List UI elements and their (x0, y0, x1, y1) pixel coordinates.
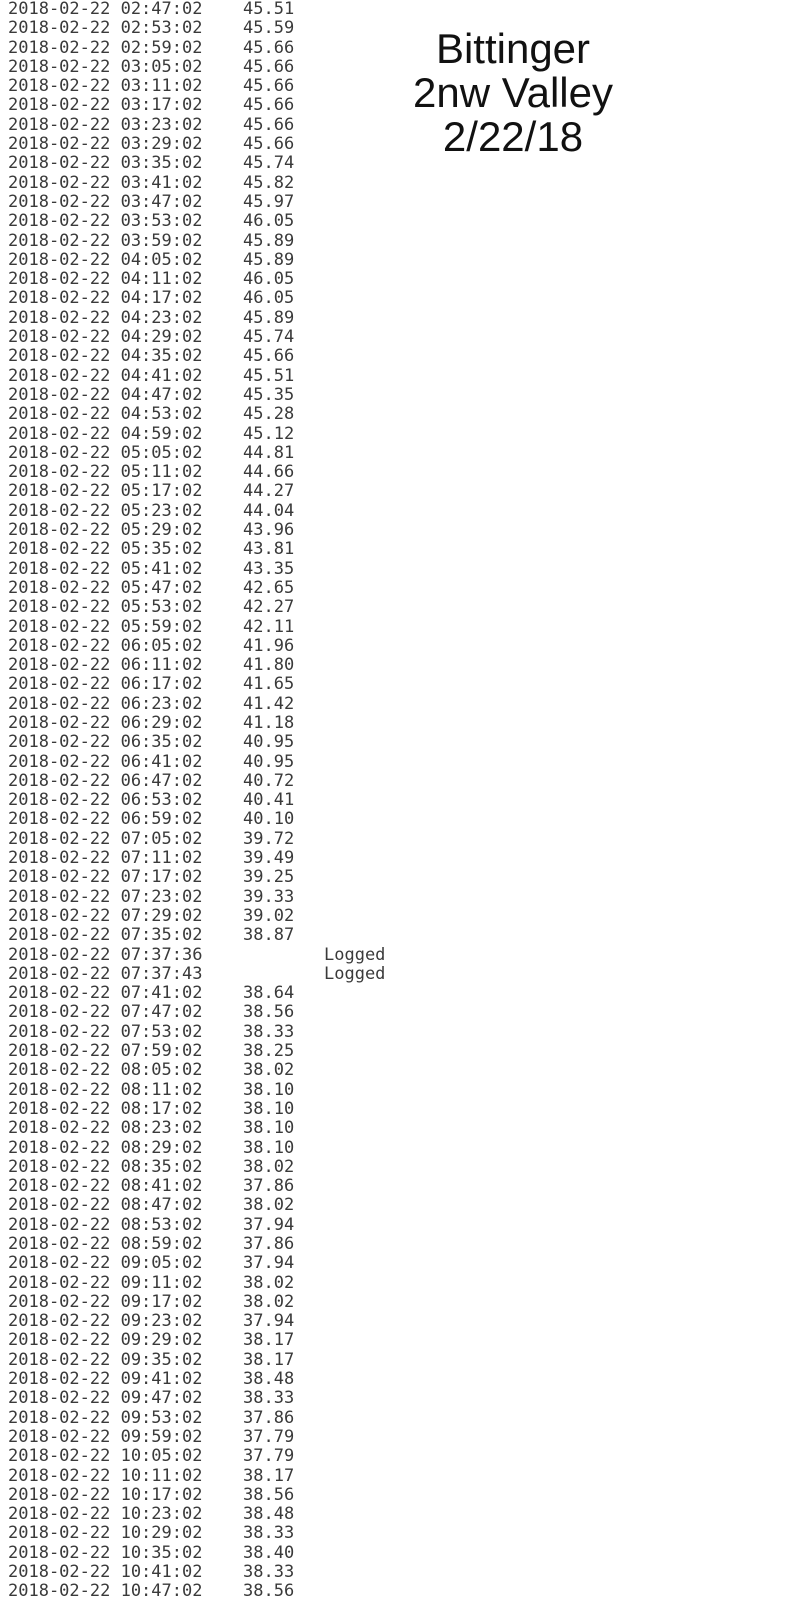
log-row (0, 386, 811, 405)
log-timestamp: 2018-02-22 07:59:02 (8, 1041, 203, 1062)
log-value: 45.66 (243, 114, 295, 135)
title-date: 2/22/18 (442, 113, 584, 160)
log-value: 43.81 (243, 539, 295, 560)
log-row (0, 405, 811, 424)
log-timestamp: 2018-02-22 05:05:02 (8, 442, 203, 463)
log-row (0, 1467, 811, 1486)
log-value: 41.42 (243, 693, 295, 714)
log-row (0, 174, 811, 193)
log-timestamp: 2018-02-22 04:29:02 (8, 327, 203, 348)
log-value: 38.10 (243, 1098, 295, 1119)
log-timestamp: 2018-02-22 10:35:02 (8, 1542, 203, 1563)
log-row (0, 926, 811, 945)
log-value: 45.66 (243, 134, 295, 155)
log-timestamp: 2018-02-22 05:17:02 (8, 481, 203, 502)
log-row (0, 347, 811, 366)
log-row (0, 1524, 811, 1543)
log-value: 44.27 (243, 481, 295, 502)
log-timestamp: 2018-02-22 06:23:02 (8, 693, 203, 714)
log-row (0, 521, 811, 540)
log-timestamp: 2018-02-22 07:37:43 (8, 963, 203, 984)
log-value: 45.74 (243, 153, 295, 174)
log-value: 45.66 (243, 56, 295, 77)
log-row (0, 637, 811, 656)
log-row (0, 540, 811, 559)
log-value: 38.10 (243, 1079, 295, 1100)
log-row (0, 1370, 811, 1389)
log-timestamp: 2018-02-22 08:29:02 (8, 1137, 203, 1158)
log-row (0, 656, 811, 675)
log-timestamp: 2018-02-22 06:59:02 (8, 809, 203, 830)
log-value: 40.95 (243, 751, 295, 772)
log-row (0, 1023, 811, 1042)
log-timestamp: 2018-02-22 07:37:36 (8, 944, 203, 965)
log-timestamp: 2018-02-22 05:41:02 (8, 558, 203, 579)
log-timestamp: 2018-02-22 10:05:02 (8, 1446, 203, 1467)
log-row (0, 791, 811, 810)
log-timestamp: 2018-02-22 03:47:02 (8, 191, 203, 212)
log-value: 40.10 (243, 809, 295, 830)
log-value: 45.89 (243, 249, 295, 270)
log-row (0, 1486, 811, 1505)
log-value: 38.10 (243, 1118, 295, 1139)
log-value: 45.97 (243, 191, 295, 212)
log-timestamp: 2018-02-22 06:29:02 (8, 712, 203, 733)
log-row (0, 502, 811, 521)
log-row (0, 868, 811, 887)
log-row (0, 579, 811, 598)
log-row (0, 1563, 811, 1582)
log-row (0, 444, 811, 463)
log-value: 45.89 (243, 307, 295, 328)
log-timestamp: 2018-02-22 04:59:02 (8, 423, 203, 444)
log-row (0, 1582, 811, 1600)
log-timestamp: 2018-02-22 02:59:02 (8, 37, 203, 58)
page-title (368, 27, 658, 159)
log-value: 42.11 (243, 616, 295, 637)
log-timestamp: 2018-02-22 06:17:02 (8, 674, 203, 695)
log-timestamp: 2018-02-22 04:05:02 (8, 249, 203, 270)
log-timestamp: 2018-02-22 07:23:02 (8, 886, 203, 907)
log-row (0, 695, 811, 714)
log-timestamp: 2018-02-22 08:23:02 (8, 1118, 203, 1139)
log-row (0, 1293, 811, 1312)
log-value: 43.96 (243, 520, 295, 541)
log-value: 39.25 (243, 867, 295, 888)
log-timestamp: 2018-02-22 06:05:02 (8, 635, 203, 656)
log-row (0, 328, 811, 347)
log-row (0, 560, 811, 579)
log-value: 46.05 (243, 288, 295, 309)
log-row (0, 714, 811, 733)
log-value: 38.02 (243, 1060, 295, 1081)
log-value: 40.72 (243, 770, 295, 791)
log-value: 46.05 (243, 211, 295, 232)
log-timestamp: 2018-02-22 02:53:02 (8, 18, 203, 39)
log-timestamp: 2018-02-22 08:53:02 (8, 1214, 203, 1235)
log-value: 38.33 (243, 1523, 295, 1544)
log-value: 38.48 (243, 1369, 295, 1390)
log-value: 45.74 (243, 327, 295, 348)
log-value: 41.80 (243, 655, 295, 676)
log-row (0, 810, 811, 829)
log-timestamp: 2018-02-22 08:41:02 (8, 1176, 203, 1197)
log-value: 45.28 (243, 404, 295, 425)
log-row (0, 1409, 811, 1428)
log-timestamp: 2018-02-22 04:41:02 (8, 365, 203, 386)
log-timestamp: 2018-02-22 05:29:02 (8, 520, 203, 541)
log-row (0, 1447, 811, 1466)
log-value: 38.64 (243, 983, 295, 1004)
log-value: 40.95 (243, 732, 295, 753)
log-timestamp: 2018-02-22 07:05:02 (8, 828, 203, 849)
log-value: 41.65 (243, 674, 295, 695)
log-value: 38.48 (243, 1504, 295, 1525)
log-timestamp: 2018-02-22 08:11:02 (8, 1079, 203, 1100)
log-timestamp: 2018-02-22 05:11:02 (8, 462, 203, 483)
log-row (0, 1331, 811, 1350)
log-row (0, 1235, 811, 1254)
log-value: 37.79 (243, 1446, 295, 1467)
log-value: 38.56 (243, 1484, 295, 1505)
log-timestamp: 2018-02-22 06:53:02 (8, 790, 203, 811)
log-timestamp: 2018-02-22 03:41:02 (8, 172, 203, 193)
log-value: 46.05 (243, 269, 295, 290)
log-timestamp: 2018-02-22 07:29:02 (8, 905, 203, 926)
log-row (0, 1312, 811, 1331)
log-value: 37.86 (243, 1234, 295, 1254)
log-row (0, 425, 811, 444)
log-value: 41.96 (243, 635, 295, 656)
log-value: 43.35 (243, 558, 295, 579)
log-value: 45.89 (243, 230, 295, 251)
log-value: 38.17 (243, 1330, 295, 1351)
log-value: 45.66 (243, 76, 295, 97)
log-row (0, 1254, 811, 1273)
log-value: 38.40 (243, 1542, 295, 1563)
log-value: 38.33 (243, 1562, 295, 1583)
log-value: 44.04 (243, 500, 295, 521)
log-timestamp: 2018-02-22 09:11:02 (8, 1272, 203, 1293)
log-value: 40.41 (243, 790, 295, 811)
log-timestamp: 2018-02-22 09:41:02 (8, 1369, 203, 1390)
log-value: 37.94 (243, 1253, 295, 1274)
log-value: 45.59 (243, 18, 295, 39)
log-timestamp: 2018-02-22 03:11:02 (8, 76, 203, 97)
log-row (0, 1389, 811, 1408)
log-value: 39.02 (243, 905, 295, 926)
log-value: 38.33 (243, 1021, 295, 1042)
log-timestamp: 2018-02-22 03:05:02 (8, 56, 203, 77)
log-timestamp: 2018-02-22 04:23:02 (8, 307, 203, 328)
log-value: 38.10 (243, 1137, 295, 1158)
log-timestamp: 2018-02-22 09:47:02 (8, 1388, 203, 1409)
log-value: 38.17 (243, 1349, 295, 1370)
log-timestamp: 2018-02-22 03:29:02 (8, 134, 203, 155)
log-value: 45.82 (243, 172, 295, 193)
log-row (0, 1061, 811, 1080)
log-row (0, 193, 811, 212)
log-row (0, 0, 811, 19)
log-value: 37.86 (243, 1407, 295, 1428)
log-row (0, 772, 811, 791)
log-value: 38.87 (243, 925, 295, 946)
log-value: 37.79 (243, 1426, 295, 1447)
log-row (0, 1003, 811, 1022)
log-value: 42.65 (243, 577, 295, 598)
log-value: 38.56 (243, 1002, 295, 1023)
log-timestamp: 2018-02-22 06:11:02 (8, 655, 203, 676)
log-value: 45.66 (243, 95, 295, 116)
log-timestamp: 2018-02-22 04:11:02 (8, 269, 203, 290)
log-value: 38.02 (243, 1272, 295, 1293)
log-row (0, 618, 811, 637)
log-timestamp: 2018-02-22 10:41:02 (8, 1562, 203, 1583)
log-value: 45.51 (243, 0, 295, 19)
log-timestamp: 2018-02-22 07:53:02 (8, 1021, 203, 1042)
log-value: 38.02 (243, 1156, 295, 1177)
log-row (0, 849, 811, 868)
log-timestamp: 2018-02-22 07:41:02 (8, 983, 203, 1004)
log-timestamp: 2018-02-22 04:35:02 (8, 346, 203, 367)
log-value: 45.12 (243, 423, 295, 444)
log-timestamp: 2018-02-22 09:53:02 (8, 1407, 203, 1428)
log-row (0, 946, 811, 965)
log-timestamp: 2018-02-22 03:59:02 (8, 230, 203, 251)
log-value: 45.35 (243, 384, 295, 405)
log-timestamp: 2018-02-22 09:59:02 (8, 1426, 203, 1447)
log-row (0, 1274, 811, 1293)
title-location: 2nw Valley (413, 69, 613, 116)
log-value: 38.56 (243, 1581, 295, 1600)
log-row (0, 251, 811, 270)
log-note: Logged (324, 944, 386, 965)
log-value: 44.81 (243, 442, 295, 463)
log-timestamp: 2018-02-22 03:53:02 (8, 211, 203, 232)
log-row (0, 1428, 811, 1447)
log-timestamp: 2018-02-22 09:05:02 (8, 1253, 203, 1274)
log-value: 37.86 (243, 1176, 295, 1197)
log-row (0, 1196, 811, 1215)
log-row (0, 289, 811, 308)
log-row (0, 888, 811, 907)
log-timestamp: 2018-02-22 08:35:02 (8, 1156, 203, 1177)
log-row (0, 367, 811, 386)
log-timestamp: 2018-02-22 09:35:02 (8, 1349, 203, 1370)
log-timestamp: 2018-02-22 10:29:02 (8, 1523, 203, 1544)
log-row (0, 1042, 811, 1061)
log-row (0, 675, 811, 694)
log-timestamp: 2018-02-22 04:53:02 (8, 404, 203, 425)
log-row (0, 482, 811, 501)
log-timestamp: 2018-02-22 08:59:02 (8, 1234, 203, 1254)
log-timestamp: 2018-02-22 03:35:02 (8, 153, 203, 174)
log-row (0, 598, 811, 617)
log-row (0, 907, 811, 926)
log-timestamp: 2018-02-22 10:17:02 (8, 1484, 203, 1505)
log-row (0, 830, 811, 849)
log-row (0, 965, 811, 984)
log-row (0, 1177, 811, 1196)
log-value: 37.94 (243, 1214, 295, 1235)
log-row (0, 1351, 811, 1370)
log-timestamp: 2018-02-22 08:17:02 (8, 1098, 203, 1119)
log-value: 39.33 (243, 886, 295, 907)
log-timestamp: 2018-02-22 07:11:02 (8, 848, 203, 869)
log-row (0, 1100, 811, 1119)
log-value: 38.02 (243, 1291, 295, 1312)
log-value: 38.25 (243, 1041, 295, 1062)
log-timestamp: 2018-02-22 08:05:02 (8, 1060, 203, 1081)
log-row (0, 270, 811, 289)
log-timestamp: 2018-02-22 05:53:02 (8, 597, 203, 618)
log-timestamp: 2018-02-22 07:35:02 (8, 925, 203, 946)
log-row (0, 232, 811, 251)
log-value: 42.27 (243, 597, 295, 618)
log-value: 38.02 (243, 1195, 295, 1216)
log-timestamp: 2018-02-22 02:47:02 (8, 0, 203, 19)
log-row (0, 1139, 811, 1158)
title-site-name: Bittinger (435, 25, 591, 72)
log-timestamp: 2018-02-22 03:17:02 (8, 95, 203, 116)
log-row (0, 212, 811, 231)
log-note: Logged (324, 963, 386, 984)
log-timestamp: 2018-02-22 08:47:02 (8, 1195, 203, 1216)
log-row (0, 1544, 811, 1563)
log-value: 44.66 (243, 462, 295, 483)
log-timestamp: 2018-02-22 05:23:02 (8, 500, 203, 521)
log-value: 39.72 (243, 828, 295, 849)
log-row (0, 733, 811, 752)
log-timestamp: 2018-02-22 03:23:02 (8, 114, 203, 135)
log-row (0, 1158, 811, 1177)
log-timestamp: 2018-02-22 04:17:02 (8, 288, 203, 309)
log-value: 37.94 (243, 1311, 295, 1332)
log-timestamp: 2018-02-22 10:11:02 (8, 1465, 203, 1486)
log-timestamp: 2018-02-22 09:29:02 (8, 1330, 203, 1351)
log-timestamp: 2018-02-22 09:17:02 (8, 1291, 203, 1312)
log-value: 45.66 (243, 37, 295, 58)
log-row (0, 1505, 811, 1524)
log-row (0, 1119, 811, 1138)
log-value: 38.33 (243, 1388, 295, 1409)
log-row (0, 984, 811, 1003)
log-timestamp: 2018-02-22 04:47:02 (8, 384, 203, 405)
log-timestamp: 2018-02-22 10:23:02 (8, 1504, 203, 1525)
log-timestamp: 2018-02-22 06:41:02 (8, 751, 203, 772)
log-row (0, 753, 811, 772)
log-timestamp: 2018-02-22 10:47:02 (8, 1581, 203, 1600)
log-timestamp: 2018-02-22 06:35:02 (8, 732, 203, 753)
log-timestamp: 2018-02-22 07:47:02 (8, 1002, 203, 1023)
log-timestamp: 2018-02-22 09:23:02 (8, 1311, 203, 1332)
log-value: 38.17 (243, 1465, 295, 1486)
log-row (0, 463, 811, 482)
log-row (0, 1081, 811, 1100)
log-timestamp: 2018-02-22 07:17:02 (8, 867, 203, 888)
log-row (0, 1216, 811, 1235)
log-timestamp: 2018-02-22 05:59:02 (8, 616, 203, 637)
log-timestamp: 2018-02-22 05:35:02 (8, 539, 203, 560)
log-row (0, 309, 811, 328)
log-timestamp: 2018-02-22 05:47:02 (8, 577, 203, 598)
log-value: 39.49 (243, 848, 295, 869)
log-value: 45.66 (243, 346, 295, 367)
log-timestamp: 2018-02-22 06:47:02 (8, 770, 203, 791)
log-value: 45.51 (243, 365, 295, 386)
log-value: 41.18 (243, 712, 295, 733)
